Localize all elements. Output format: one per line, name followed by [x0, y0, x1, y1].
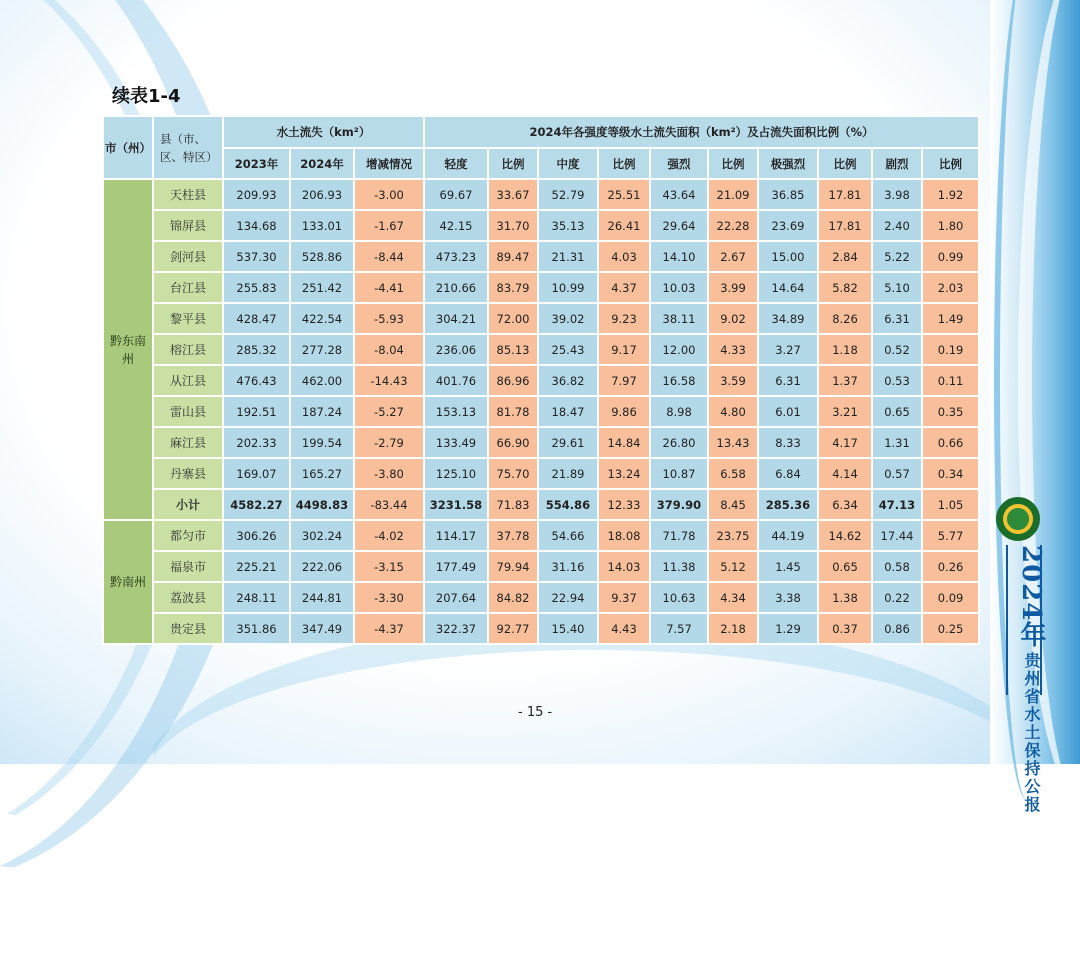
value-cell: 9.17	[598, 334, 650, 365]
value-cell: 92.77	[488, 613, 538, 644]
value-cell: 251.42	[290, 272, 354, 303]
value-cell: 0.25	[922, 613, 979, 644]
table-row	[103, 241, 979, 272]
value-cell: -3.00	[354, 179, 424, 210]
value-cell: 86.96	[488, 365, 538, 396]
value-cell: 4.80	[708, 396, 758, 427]
value-cell: 13.24	[598, 458, 650, 489]
value-cell: -4.37	[354, 613, 424, 644]
value-cell: 71.78	[650, 520, 708, 551]
county-cell: 天柱县	[153, 179, 223, 210]
header-moderate: 中度	[538, 148, 598, 179]
value-cell: 0.65	[818, 551, 872, 582]
value-cell: 1.18	[818, 334, 872, 365]
value-cell: 5.12	[708, 551, 758, 582]
value-cell: 2.67	[708, 241, 758, 272]
value-cell: 10.87	[650, 458, 708, 489]
value-cell: 17.81	[818, 179, 872, 210]
header-ratio: 比例	[708, 148, 758, 179]
subtotal-cell: 3231.58	[424, 489, 488, 520]
county-cell: 麻江县	[153, 427, 223, 458]
header-city: 市（州）	[103, 116, 153, 179]
value-cell: 0.22	[872, 582, 922, 613]
value-cell: 14.62	[818, 520, 872, 551]
value-cell: 37.78	[488, 520, 538, 551]
table-row	[103, 613, 979, 644]
bulletin-title-vertical	[1013, 545, 1050, 814]
value-cell: 29.64	[650, 210, 708, 241]
value-cell: 17.44	[872, 520, 922, 551]
value-cell: -8.44	[354, 241, 424, 272]
value-cell: 0.34	[922, 458, 979, 489]
subtotal-cell: 71.83	[488, 489, 538, 520]
subtotal-cell: 6.34	[818, 489, 872, 520]
value-cell: 52.79	[538, 179, 598, 210]
decorative-swoosh	[140, 620, 1046, 953]
page-number: - 15 -	[518, 705, 553, 720]
value-cell: 21.89	[538, 458, 598, 489]
vertical-rule	[1006, 545, 1008, 695]
subtotal-label: 小计	[153, 489, 223, 520]
value-cell: 0.37	[818, 613, 872, 644]
value-cell: 169.07	[223, 458, 290, 489]
table-row	[103, 396, 979, 427]
value-cell: 1.37	[818, 365, 872, 396]
city-cell: 黔东南州	[103, 179, 153, 520]
value-cell: 4.37	[598, 272, 650, 303]
value-cell: 210.66	[424, 272, 488, 303]
value-cell: 0.86	[872, 613, 922, 644]
value-cell: 6.84	[758, 458, 818, 489]
value-cell: 31.70	[488, 210, 538, 241]
subtotal-cell: 285.36	[758, 489, 818, 520]
value-cell: 54.66	[538, 520, 598, 551]
value-cell: 36.85	[758, 179, 818, 210]
value-cell: 1.49	[922, 303, 979, 334]
value-cell: 3.21	[818, 396, 872, 427]
value-cell: -3.80	[354, 458, 424, 489]
county-cell: 榕江县	[153, 334, 223, 365]
value-cell: 29.61	[538, 427, 598, 458]
value-cell: 3.27	[758, 334, 818, 365]
value-cell: 69.67	[424, 179, 488, 210]
value-cell: 7.57	[650, 613, 708, 644]
value-cell: 15.40	[538, 613, 598, 644]
value-cell: -8.04	[354, 334, 424, 365]
value-cell: 0.57	[872, 458, 922, 489]
value-cell: 0.53	[872, 365, 922, 396]
value-cell: 1.29	[758, 613, 818, 644]
value-cell: 5.10	[872, 272, 922, 303]
value-cell: 22.28	[708, 210, 758, 241]
county-cell: 福泉市	[153, 551, 223, 582]
value-cell: 12.00	[650, 334, 708, 365]
value-cell: 15.00	[758, 241, 818, 272]
value-cell: 236.06	[424, 334, 488, 365]
value-cell: 4.17	[818, 427, 872, 458]
county-cell: 都匀市	[153, 520, 223, 551]
subtotal-cell: 4498.83	[290, 489, 354, 520]
value-cell: 347.49	[290, 613, 354, 644]
header-ratio: 比例	[488, 148, 538, 179]
bulletin-year: 2024年	[1016, 545, 1046, 649]
value-cell: 25.43	[538, 334, 598, 365]
value-cell: 0.52	[872, 334, 922, 365]
value-cell: 199.54	[290, 427, 354, 458]
value-cell: 83.79	[488, 272, 538, 303]
value-cell: 43.64	[650, 179, 708, 210]
value-cell: 1.31	[872, 427, 922, 458]
value-cell: 322.37	[424, 613, 488, 644]
value-cell: 44.19	[758, 520, 818, 551]
value-cell: 5.77	[922, 520, 979, 551]
county-cell: 丹寨县	[153, 458, 223, 489]
table-row	[103, 303, 979, 334]
table-row	[103, 458, 979, 489]
value-cell: 537.30	[223, 241, 290, 272]
value-cell: 26.80	[650, 427, 708, 458]
value-cell: -4.02	[354, 520, 424, 551]
value-cell: 9.37	[598, 582, 650, 613]
value-cell: 5.82	[818, 272, 872, 303]
value-cell: 9.02	[708, 303, 758, 334]
city-cell: 黔南州	[103, 520, 153, 644]
value-cell: 81.78	[488, 396, 538, 427]
value-cell: 225.21	[223, 551, 290, 582]
value-cell: 7.97	[598, 365, 650, 396]
value-cell: 26.41	[598, 210, 650, 241]
bulletin-name: 贵州省水土保持公报	[1022, 652, 1041, 815]
header-ratio: 比例	[598, 148, 650, 179]
value-cell: -5.27	[354, 396, 424, 427]
value-cell: 23.75	[708, 520, 758, 551]
header-2023: 2023年	[223, 148, 290, 179]
value-cell: 3.98	[872, 179, 922, 210]
value-cell: 39.02	[538, 303, 598, 334]
header-ratio: 比例	[922, 148, 979, 179]
value-cell: 2.18	[708, 613, 758, 644]
value-cell: 13.43	[708, 427, 758, 458]
county-cell: 从江县	[153, 365, 223, 396]
value-cell: 244.81	[290, 582, 354, 613]
value-cell: 1.45	[758, 551, 818, 582]
value-cell: 2.40	[872, 210, 922, 241]
value-cell: 302.24	[290, 520, 354, 551]
value-cell: 10.99	[538, 272, 598, 303]
value-cell: 285.32	[223, 334, 290, 365]
value-cell: 0.19	[922, 334, 979, 365]
value-cell: 21.31	[538, 241, 598, 272]
header-very-strong: 极强烈	[758, 148, 818, 179]
header-county: 县（市、区、特区）	[153, 116, 223, 179]
header-light: 轻度	[424, 148, 488, 179]
value-cell: 476.43	[223, 365, 290, 396]
value-cell: 1.92	[922, 179, 979, 210]
value-cell: 401.76	[424, 365, 488, 396]
value-cell: 66.90	[488, 427, 538, 458]
value-cell: 31.16	[538, 551, 598, 582]
header-change: 增减情况	[354, 148, 424, 179]
value-cell: 428.47	[223, 303, 290, 334]
value-cell: 9.23	[598, 303, 650, 334]
value-cell: 114.17	[424, 520, 488, 551]
value-cell: 21.09	[708, 179, 758, 210]
value-cell: 2.84	[818, 241, 872, 272]
subtotal-row	[103, 489, 979, 520]
table-title: 续表1-4	[112, 86, 181, 107]
value-cell: 8.98	[650, 396, 708, 427]
value-cell: 79.94	[488, 551, 538, 582]
header-2024: 2024年	[290, 148, 354, 179]
subtotal-cell: 1.05	[922, 489, 979, 520]
value-cell: 4.43	[598, 613, 650, 644]
value-cell: 306.26	[223, 520, 290, 551]
header-loss-group: 水土流失（km²）	[223, 116, 424, 148]
table-body	[103, 179, 979, 644]
table-row	[103, 427, 979, 458]
value-cell: 0.09	[922, 582, 979, 613]
value-cell: 248.11	[223, 582, 290, 613]
value-cell: 14.03	[598, 551, 650, 582]
value-cell: 6.58	[708, 458, 758, 489]
value-cell: 89.47	[488, 241, 538, 272]
value-cell: 5.22	[872, 241, 922, 272]
value-cell: 133.01	[290, 210, 354, 241]
table-row	[103, 365, 979, 396]
value-cell: 22.94	[538, 582, 598, 613]
value-cell: 18.08	[598, 520, 650, 551]
value-cell: 38.11	[650, 303, 708, 334]
value-cell: -5.93	[354, 303, 424, 334]
subtotal-cell: 47.13	[872, 489, 922, 520]
value-cell: -14.43	[354, 365, 424, 396]
value-cell: 304.21	[424, 303, 488, 334]
value-cell: -4.41	[354, 272, 424, 303]
value-cell: -1.67	[354, 210, 424, 241]
value-cell: 9.86	[598, 396, 650, 427]
subtotal-cell: -83.44	[354, 489, 424, 520]
bulletin-logo-icon	[996, 497, 1040, 541]
table-row	[103, 520, 979, 551]
county-cell: 剑河县	[153, 241, 223, 272]
county-cell: 贵定县	[153, 613, 223, 644]
subtotal-cell: 8.45	[708, 489, 758, 520]
value-cell: 8.26	[818, 303, 872, 334]
value-cell: 34.89	[758, 303, 818, 334]
table-row	[103, 272, 979, 303]
value-cell: 1.80	[922, 210, 979, 241]
value-cell: 11.38	[650, 551, 708, 582]
value-cell: 4.33	[708, 334, 758, 365]
value-cell: 23.69	[758, 210, 818, 241]
county-cell: 台江县	[153, 272, 223, 303]
value-cell: 192.51	[223, 396, 290, 427]
value-cell: -2.79	[354, 427, 424, 458]
value-cell: 33.67	[488, 179, 538, 210]
value-cell: 0.58	[872, 551, 922, 582]
value-cell: 0.35	[922, 396, 979, 427]
subtotal-cell: 379.90	[650, 489, 708, 520]
value-cell: 18.47	[538, 396, 598, 427]
value-cell: 0.66	[922, 427, 979, 458]
value-cell: 133.49	[424, 427, 488, 458]
value-cell: 125.10	[424, 458, 488, 489]
table-row	[103, 334, 979, 365]
table-row	[103, 179, 979, 210]
county-cell: 雷山县	[153, 396, 223, 427]
value-cell: 422.54	[290, 303, 354, 334]
table-row	[103, 210, 979, 241]
value-cell: 75.70	[488, 458, 538, 489]
value-cell: 4.03	[598, 241, 650, 272]
header-ratio: 比例	[818, 148, 872, 179]
value-cell: 2.03	[922, 272, 979, 303]
value-cell: 3.38	[758, 582, 818, 613]
value-cell: 209.93	[223, 179, 290, 210]
value-cell: 85.13	[488, 334, 538, 365]
header-intensity-group: 2024年各强度等级水土流失面积（km²）及占流失面积比例（%）	[424, 116, 979, 148]
header-strong: 强烈	[650, 148, 708, 179]
value-cell: 6.31	[872, 303, 922, 334]
value-cell: 10.63	[650, 582, 708, 613]
value-cell: 6.31	[758, 365, 818, 396]
value-cell: 72.00	[488, 303, 538, 334]
county-cell: 黎平县	[153, 303, 223, 334]
value-cell: 3.99	[708, 272, 758, 303]
value-cell: 36.82	[538, 365, 598, 396]
value-cell: 255.83	[223, 272, 290, 303]
value-cell: 0.11	[922, 365, 979, 396]
value-cell: 25.51	[598, 179, 650, 210]
county-cell: 锦屏县	[153, 210, 223, 241]
value-cell: 1.38	[818, 582, 872, 613]
subtotal-cell: 4582.27	[223, 489, 290, 520]
value-cell: 462.00	[290, 365, 354, 396]
value-cell: -3.30	[354, 582, 424, 613]
value-cell: -3.15	[354, 551, 424, 582]
value-cell: 473.23	[424, 241, 488, 272]
value-cell: 153.13	[424, 396, 488, 427]
value-cell: 0.65	[872, 396, 922, 427]
value-cell: 165.27	[290, 458, 354, 489]
value-cell: 0.26	[922, 551, 979, 582]
value-cell: 6.01	[758, 396, 818, 427]
soil-erosion-table	[102, 115, 980, 645]
value-cell: 202.33	[223, 427, 290, 458]
value-cell: 528.86	[290, 241, 354, 272]
county-cell: 荔波县	[153, 582, 223, 613]
value-cell: 16.58	[650, 365, 708, 396]
value-cell: 187.24	[290, 396, 354, 427]
value-cell: 14.10	[650, 241, 708, 272]
value-cell: 35.13	[538, 210, 598, 241]
value-cell: 4.14	[818, 458, 872, 489]
value-cell: 17.81	[818, 210, 872, 241]
value-cell: 222.06	[290, 551, 354, 582]
value-cell: 42.15	[424, 210, 488, 241]
value-cell: 8.33	[758, 427, 818, 458]
value-cell: 14.64	[758, 272, 818, 303]
value-cell: 206.93	[290, 179, 354, 210]
value-cell: 10.03	[650, 272, 708, 303]
value-cell: 0.99	[922, 241, 979, 272]
value-cell: 351.86	[223, 613, 290, 644]
subtotal-cell: 12.33	[598, 489, 650, 520]
value-cell: 177.49	[424, 551, 488, 582]
table-row	[103, 582, 979, 613]
value-cell: 3.59	[708, 365, 758, 396]
value-cell: 277.28	[290, 334, 354, 365]
value-cell: 134.68	[223, 210, 290, 241]
header-severe: 剧烈	[872, 148, 922, 179]
subtotal-cell: 554.86	[538, 489, 598, 520]
value-cell: 4.34	[708, 582, 758, 613]
value-cell: 207.64	[424, 582, 488, 613]
value-cell: 14.84	[598, 427, 650, 458]
value-cell: 84.82	[488, 582, 538, 613]
table-row	[103, 551, 979, 582]
